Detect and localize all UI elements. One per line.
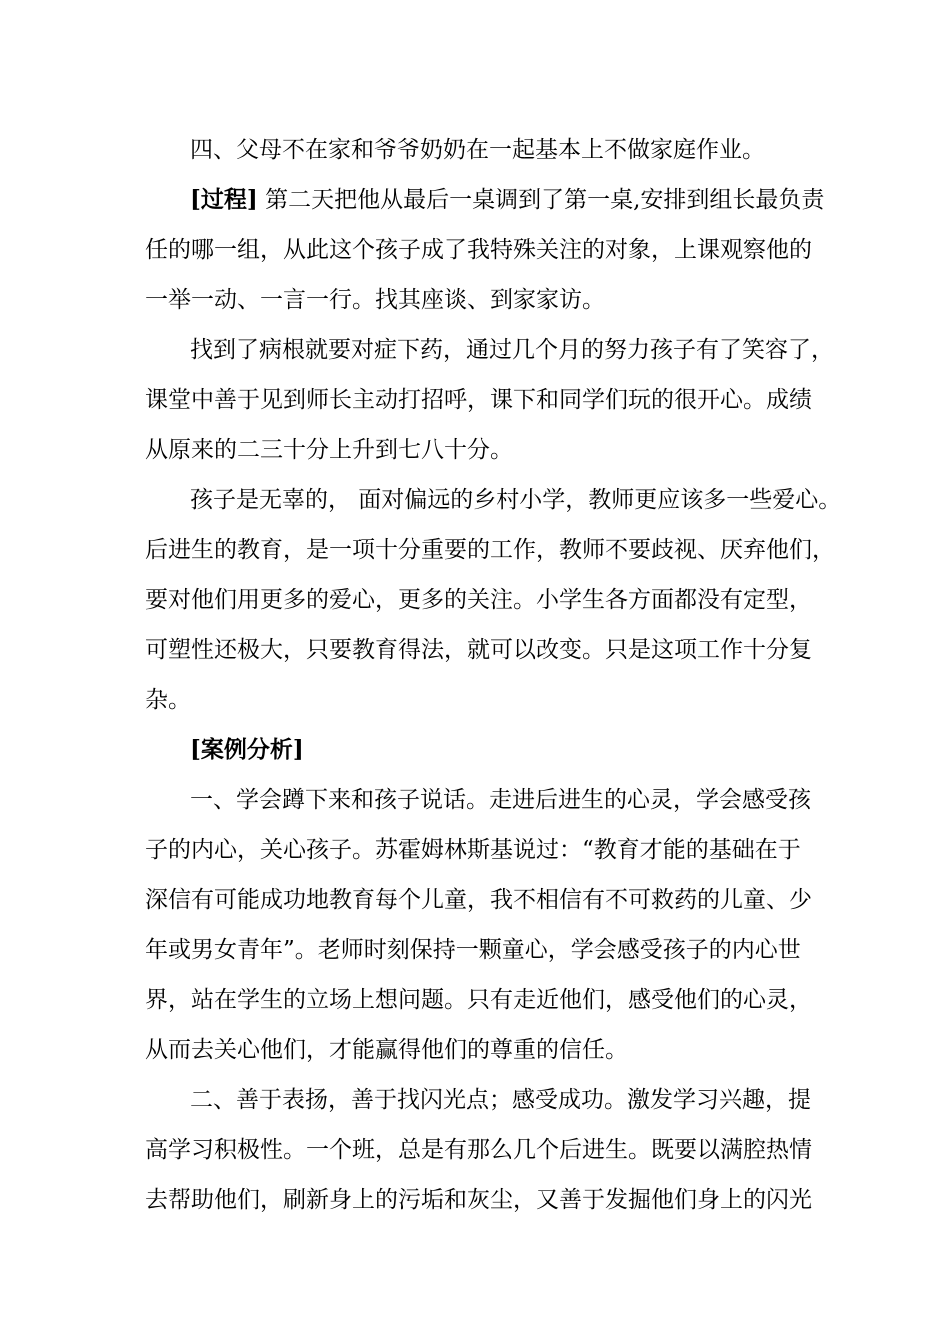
paragraph-line: 从原来的二三十分上升到七八十分。 (145, 437, 513, 463)
paragraph-line: 界，站在学生的立场上想问题。只有走近他们，感受他们的心灵， (145, 987, 812, 1013)
paragraph-line: 深信有可能成功地教育每个儿童，我不相信有不可救药的儿童、少 (145, 887, 812, 913)
paragraph-line: 任的哪一组，从此这个孩子成了我特殊关注的对象，上课观察他的 (145, 237, 812, 263)
paragraph-line: 去帮助他们，刷新身上的污垢和灰尘，又善于发掘他们身上的闪光 (145, 1187, 812, 1213)
paragraph-line: 要对他们用更多的爱心，更多的关注。小学生各方面都没有定型， (145, 587, 812, 613)
paragraph-line: 从而去关心他们，才能赢得他们的尊重的信任。 (145, 1037, 628, 1063)
paragraph-line (190, 180, 824, 220)
paragraph-line: 后进生的教育，是一项十分重要的工作，教师不要歧视、厌弃他们， (145, 537, 835, 563)
process-label: [过程] (190, 186, 258, 213)
paragraph-line: 高学习积极性。一个班，总是有那么几个后进生。既要以满腔热情 (145, 1137, 812, 1163)
paragraph-line: 子的内心，关心孩子。苏霍姆林斯基说过：“教育才能的基础在于 (145, 837, 801, 863)
paragraph-text: 第二天把他从最后一桌调到了第一桌,安排到组长最负责 (265, 187, 825, 213)
paragraph-line: 二、善于表扬，善于找闪光点；感受成功。激发学习兴趣，提 (190, 1087, 811, 1113)
paragraph-line: 一举一动、一言一行。找其座谈、到家家访。 (145, 287, 605, 313)
paragraph-line: 找到了病根就要对症下药，通过几个月的努力孩子有了笑容了， (190, 337, 834, 363)
paragraph-line: 可塑性还极大，只要教育得法，就可以改变。只是这项工作十分复 (145, 637, 812, 663)
paragraph-line: 年或男女青年”。老师时刻保持一颗童心，学会感受孩子的内心世 (145, 937, 801, 963)
section-heading: [案例分析] (190, 736, 304, 763)
paragraph-line: 四、父母不在家和爷爷奶奶在一起基本上不做家庭作业。 (190, 137, 765, 163)
paragraph-line: 课堂中善于见到师长主动打招呼，课下和同学们玩的很开心。成绩 (145, 387, 812, 413)
paragraph-line: 一、学会蹲下来和孩子说话。走进后进生的心灵，学会感受孩 (190, 787, 811, 813)
paragraph-line: 孩子是无辜的， 面对偏远的乡村小学，教师更应该多一些爱心。 (190, 487, 842, 513)
paragraph-line: 杂。 (145, 687, 191, 713)
